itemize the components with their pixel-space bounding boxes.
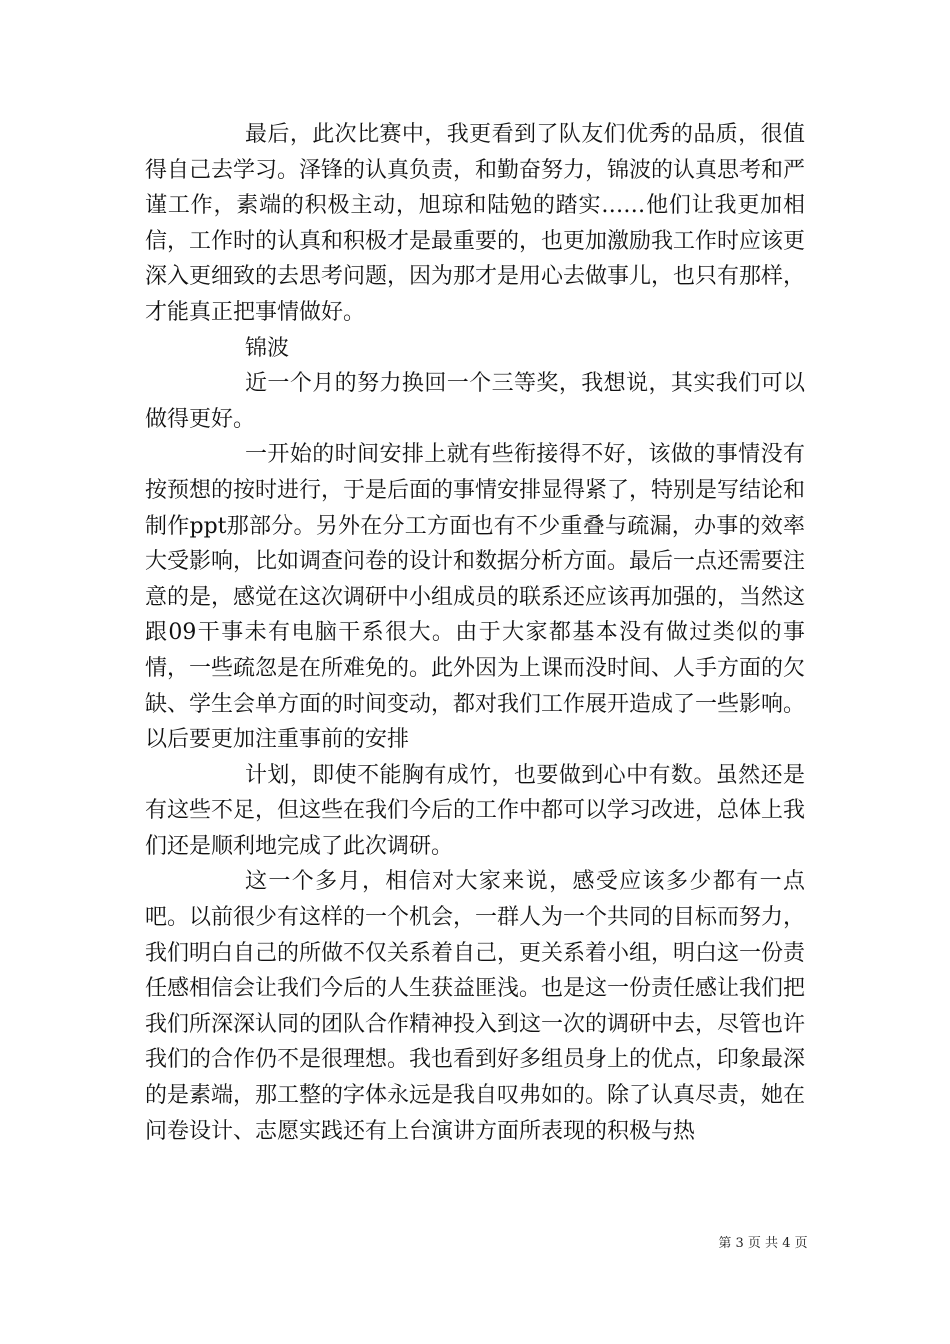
page-number: 第 3 页 共 4 页: [718, 1236, 808, 1251]
document-body: [145, 117, 805, 1149]
paragraph-reflection: 这一个多月，相信对大家来说，感受应该多少都有一点吧。以前很少有这样的一个机会，一群人为一个共同的目标而努力，我们明白自己的所做不仅关系着自己，更关系着小组，明白这一份责任感相信会让我们今后的人生获益匪浅。也是这一份责任感让我们把我们所深深认同的团队合作精神投入到这一次的调研中去，尽管也许我们的合作仍不是很理想。我也看到好多组员身上的优点，印象最深的是素端，那工整的字体永远是我自叹弗如的。除了认真尽责，她在问卷设计、志愿实践还有上台演讲方面所表现的积极与热: [145, 869, 806, 1144]
paragraph-planning: 计划，即使不能胸有成竹，也要做到心中有数。虽然还是有这些不足，但这些在我们今后的工作中都可以学习改进，总体上我们还是顺利地完成了此次调研。: [145, 762, 806, 859]
author-name-heading: 锦波: [245, 335, 290, 361]
page-footer: [0, 1232, 950, 1251]
paragraph-shortcomings: 一开始的时间安排上就有些衔接得不好，该做的事情没有按预想的按时进行，于是后面的事情安排显得紧了，特别是写结论和制作ppt那部分。另外在分工方面也有不少重叠与疏漏，办事的效率大受影响，比如调查问卷的设计和数据分析方面。最后一点还需要注意的是，感觉在这次调研中小组成员的联系还应该再加强的，当然这跟09干事未有电脑干系很大。由于大家都基本没有做过类似的事情，一些疏忽是在所难免的。此外因为上课而没时间、人手方面的欠缺、学生会单方面的时间变动，都对我们工作展开造成了一些影响。以后要更加注重事前的安排: [145, 442, 806, 753]
paragraph-summary: 最后，此次比赛中，我更看到了队友们优秀的品质，很值得自己去学习。泽锋的认真负责，和勤奋努力，锦波的认真思考和严谨工作，素端的积极主动，旭琼和陆勉的踏实……他们让我更加相信，工作时的认真和积极才是最重要的，也更加激励我工作时应该更深入更细致的去思考问题，因为那才是用心去做事儿，也只有那样，才能真正把事情做好。: [145, 122, 806, 325]
paragraph-intro: 近一个月的努力换回一个三等奖，我想说，其实我们可以做得更好。: [145, 371, 805, 432]
